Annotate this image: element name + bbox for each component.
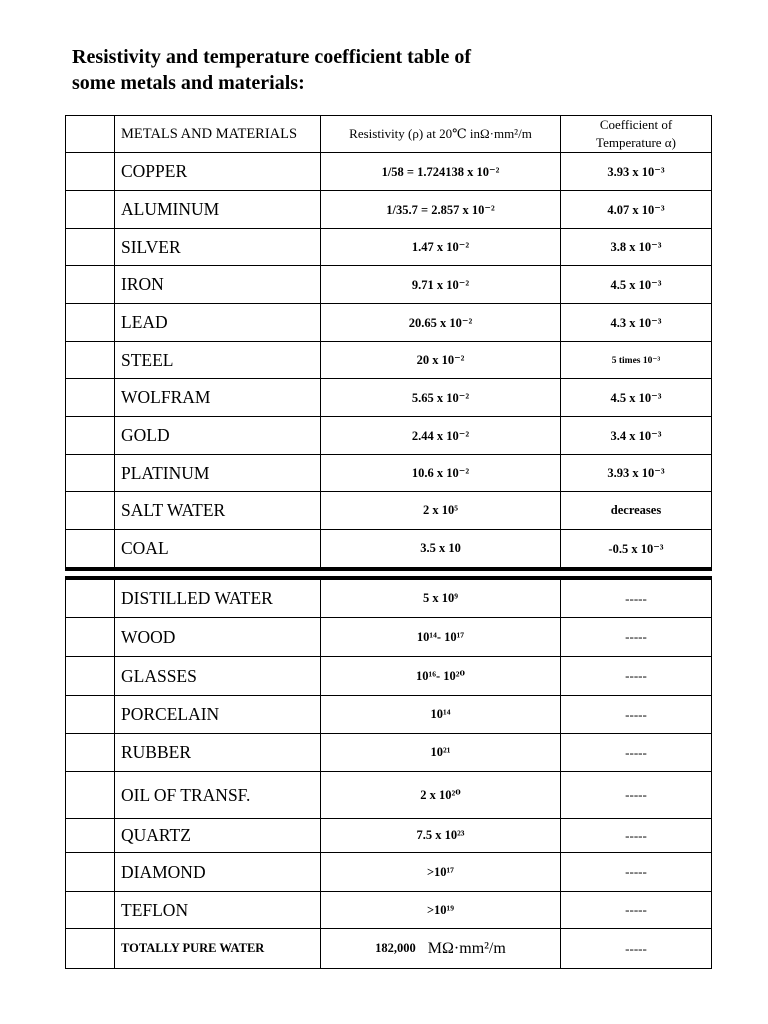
material-cell: DISTILLED WATER (114, 580, 320, 617)
coefficient-cell: 4.3 x 10⁻³ (560, 304, 712, 341)
coefficient-cell: 4.5 x 10⁻³ (560, 266, 712, 303)
header-coefficient (560, 116, 712, 152)
coefficient-cell: ----- (560, 580, 712, 617)
title-line-1: Resistivity and temperature coefficient table of (72, 46, 471, 68)
table-row (65, 229, 712, 266)
header-coefficient-line-2: Temperature α) (596, 135, 676, 150)
material-cell: PORCELAIN (114, 696, 320, 733)
table-row (65, 772, 712, 819)
material-cell: COPPER (114, 153, 320, 190)
coefficient-cell: 3.93 x 10⁻³ (560, 455, 712, 491)
resistivity-cell: 10²¹ (320, 734, 560, 771)
material-cell: STEEL (114, 342, 320, 378)
table-row (65, 853, 712, 892)
coefficient-cell: 4.07 x 10⁻³ (560, 191, 712, 228)
resistivity-value: 182,000 (375, 941, 416, 955)
coefficient-cell: ----- (560, 892, 712, 928)
table-row (65, 580, 712, 618)
title-line-2: some metals and materials: (72, 72, 305, 94)
material-cell: WOOD (114, 618, 320, 656)
table-row (65, 892, 712, 929)
coefficient-cell: ----- (560, 696, 712, 733)
resistivity-cell: 10¹⁶- 10²⁰ (320, 657, 560, 695)
table-row (65, 379, 712, 417)
index-cell (65, 116, 114, 152)
table-row (65, 819, 712, 853)
resistivity-cell: >10¹⁹ (320, 892, 560, 928)
table-row (65, 696, 712, 734)
table-row (65, 455, 712, 492)
resistivity-cell: 5.65 x 10⁻² (320, 379, 560, 416)
coefficient-cell: 3.8 x 10⁻³ (560, 229, 712, 265)
material-cell: SALT WATER (114, 492, 320, 529)
resistivity-cell: 1.47 x 10⁻² (320, 229, 560, 265)
material-cell: RUBBER (114, 734, 320, 771)
coefficient-cell: ----- (560, 929, 712, 968)
resistivity-table (65, 115, 712, 969)
table-row (65, 304, 712, 342)
coefficient-cell: ----- (560, 819, 712, 852)
resistivity-cell: >10¹⁷ (320, 853, 560, 891)
material-cell: IRON (114, 266, 320, 303)
resistivity-cell: 7.5 x 10²³ (320, 819, 560, 852)
resistivity-cell: 10.6 x 10⁻² (320, 455, 560, 491)
resistivity-cell: 2 x 10²⁰ (320, 772, 560, 818)
material-cell: SILVER (114, 229, 320, 265)
header-material: METALS AND MATERIALS (114, 116, 320, 152)
material-cell: DIAMOND (114, 853, 320, 891)
resistivity-cell: 3.5 x 10 (320, 530, 560, 567)
resistivity-unit: MΩ·mm²/m (427, 939, 506, 957)
coefficient-cell: 3.4 x 10⁻³ (560, 417, 712, 454)
table-row (65, 657, 712, 696)
resistivity-cell: 2.44 x 10⁻² (320, 417, 560, 454)
material-cell: WOLFRAM (114, 379, 320, 416)
resistivity-cell: 1/58 = 1.724138 x 10⁻² (320, 153, 560, 190)
resistivity-cell: 20.65 x 10⁻² (320, 304, 560, 341)
resistivity-cell: 9.71 x 10⁻² (320, 266, 560, 303)
coefficient-cell: ----- (560, 618, 712, 656)
material-cell: ALUMINUM (114, 191, 320, 228)
header-coefficient-line-1: Coefficient of (599, 117, 673, 132)
table-row (65, 734, 712, 772)
resistivity-cell: 10¹⁴ (320, 696, 560, 733)
coefficient-cell: 5 times 10⁻³ (560, 342, 712, 378)
resistivity-cell: 5 x 10⁹ (320, 580, 560, 617)
material-cell: PLATINUM (114, 455, 320, 491)
coefficient-cell: ----- (560, 734, 712, 771)
material-cell: GLASSES (114, 657, 320, 695)
coefficient-cell: -0.5 x 10⁻³ (560, 530, 712, 567)
material-cell: LEAD (114, 304, 320, 341)
table-row (65, 266, 712, 304)
coefficient-cell: 4.5 x 10⁻³ (560, 379, 712, 416)
page-title (72, 44, 471, 96)
table-row (65, 153, 712, 191)
material-cell: QUARTZ (114, 819, 320, 852)
coefficient-cell: decreases (560, 492, 712, 529)
table-row (65, 530, 712, 568)
header-resistivity: Resistivity (ρ) at 20℃ inΩ·mm²/m (320, 116, 560, 152)
table-row (65, 191, 712, 229)
table-header-row (65, 115, 712, 153)
material-cell: COAL (114, 530, 320, 567)
coefficient-cell: ----- (560, 853, 712, 891)
resistivity-cell (320, 929, 560, 968)
material-cell: GOLD (114, 417, 320, 454)
resistivity-cell: 10¹⁴- 10¹⁷ (320, 618, 560, 656)
section-divider (65, 567, 712, 580)
resistivity-cell: 2 x 10⁵ (320, 492, 560, 529)
table-row (65, 492, 712, 530)
table-row (65, 417, 712, 455)
coefficient-cell: 3.93 x 10⁻³ (560, 153, 712, 190)
material-cell: TEFLON (114, 892, 320, 928)
table-row (65, 342, 712, 379)
table-row (65, 618, 712, 657)
resistivity-cell: 20 x 10⁻² (320, 342, 560, 378)
material-cell: TOTALLY PURE WATER (114, 929, 320, 968)
coefficient-cell: ----- (560, 772, 712, 818)
table-row (65, 929, 712, 969)
coefficient-cell: ----- (560, 657, 712, 695)
resistivity-cell: 1/35.7 = 2.857 x 10⁻² (320, 191, 560, 228)
material-cell: OIL OF TRANSF. (114, 772, 320, 818)
